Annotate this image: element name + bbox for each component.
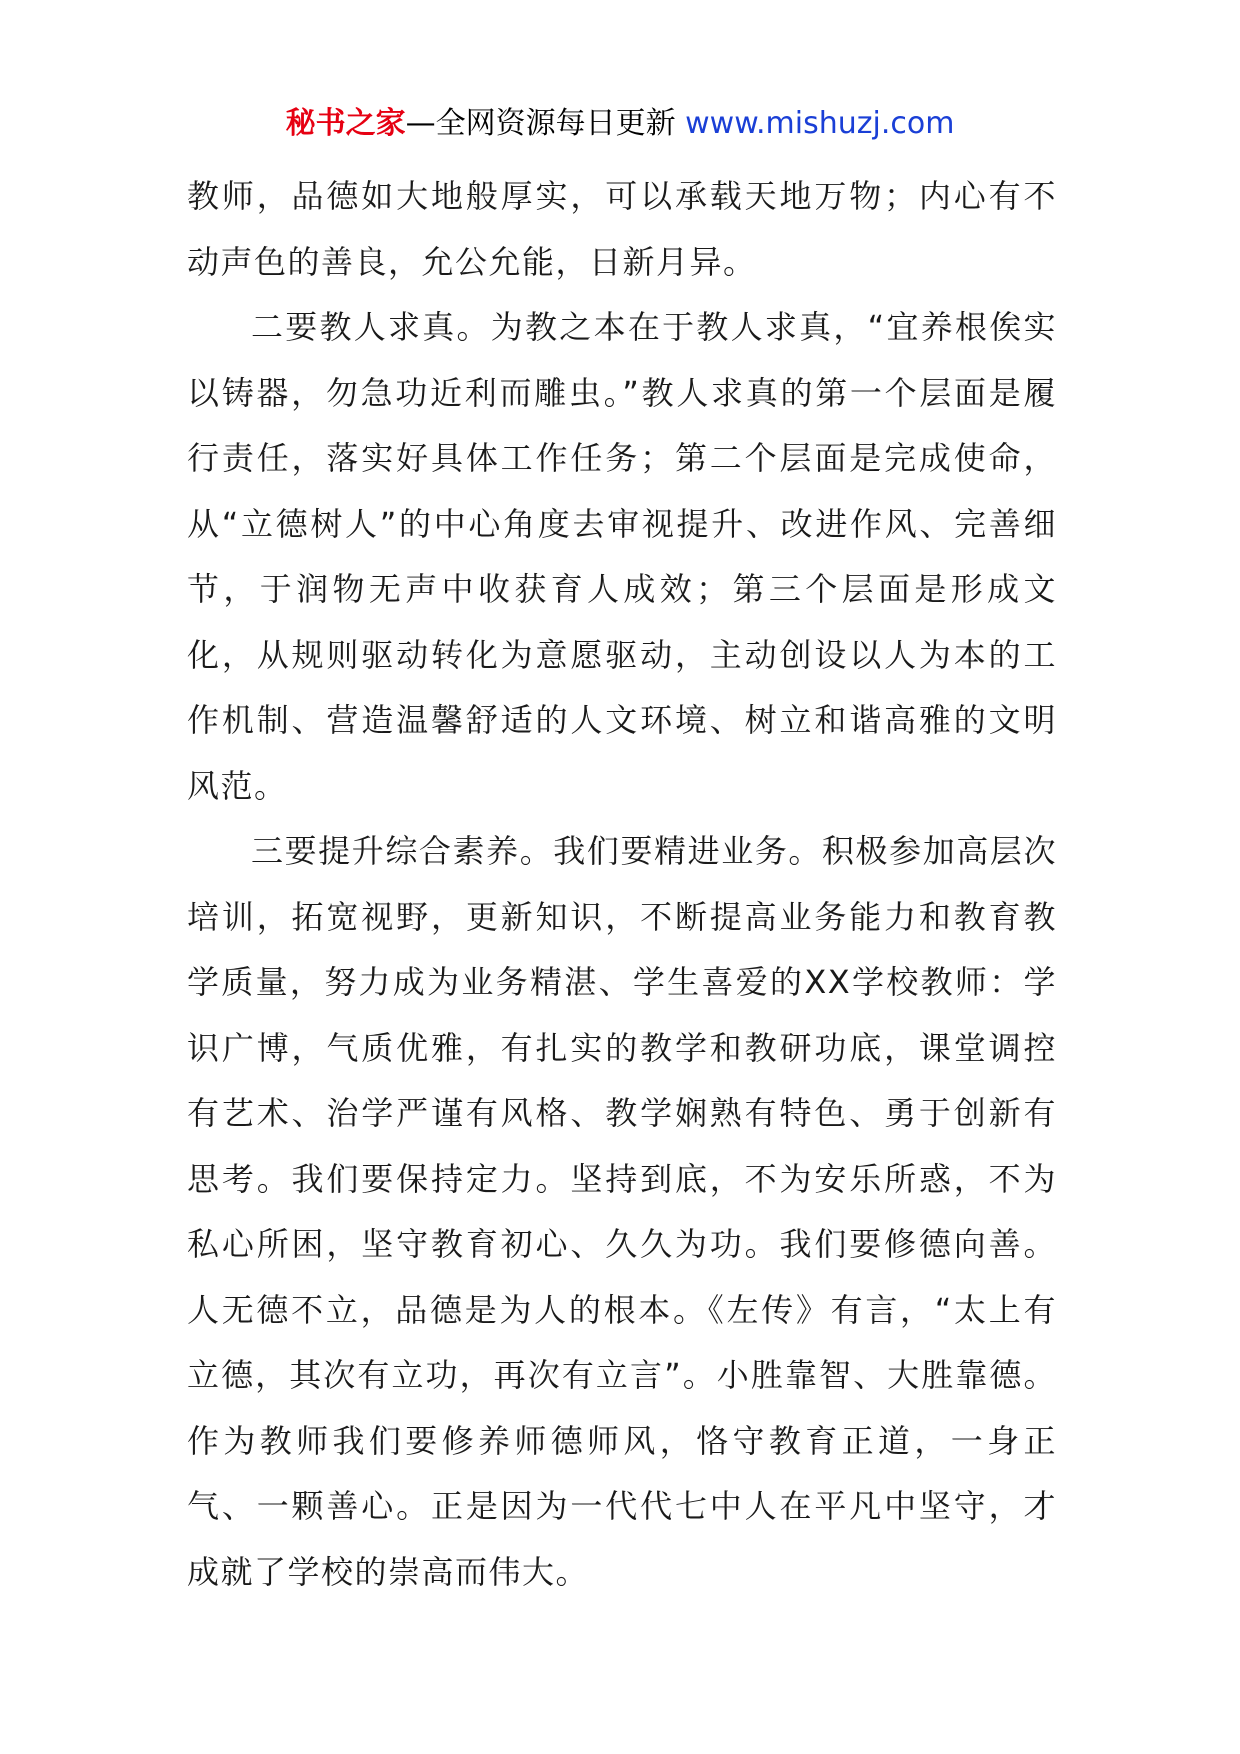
site-url-link[interactable]: www.mishuzj.com [685,106,955,141]
paragraph-seek-truth: 二要教人求真。为教之本在于教人求真，“宜养根俟实以铸器，勿急功近利而雕虫。”教人求真的第一个层面是履行责任，落实好具体工作任务；第二个层面是完成使命，从“立德树人”的中心角度去审视提升、改进作风、完善细节，于润物无声中收获育人成效；第三个层面是形成文化，从规则驱动转化为意愿驱动，主动创设以人为本的工作机制、营造温馨舒适的人文环境、树立和谐高雅的文明风范。 [187,308,1057,805]
brand-name: 秘书之家 [285,106,406,141]
paragraph-comprehensive-quality: 三要提升综合素养。我们要精进业务。积极参加高层次培训，拓宽视野，更新知识，不断提高业务能力和教育教学质量，努力成为业务精湛、学生喜爱的XX学校教师：学识广博，气质优雅，有扎实的教学和教研功底，课堂调控有艺术、治学严谨有风格、教学娴熟有特色、勇于创新有思考。我们要保持定力。坚持到底，不为安乐所惑，不为私心所困，坚守教育初心、久久为功。我们要修德向善。人无德不立，品德是为人的根本。《左传》有言，“太上有立德，其次有立功，再次有立言”。小胜靠智、大胜靠德。作为教师我们要修养师德师风，恪守教育正道，一身正气、一颗善心。正是因为一代代七中人在平凡中坚守，才成就了学校的崇高而伟大。 [187,832,1057,1591]
document-body [187,164,1057,1605]
header-tagline: —全网资源每日更新 [405,106,686,141]
site-header [0,102,1240,146]
paragraph-continuation: 教师，品德如大地般厚实，可以承载天地万物；内心有不动声色的善良，允公允能，日新月异。 [187,177,1057,281]
